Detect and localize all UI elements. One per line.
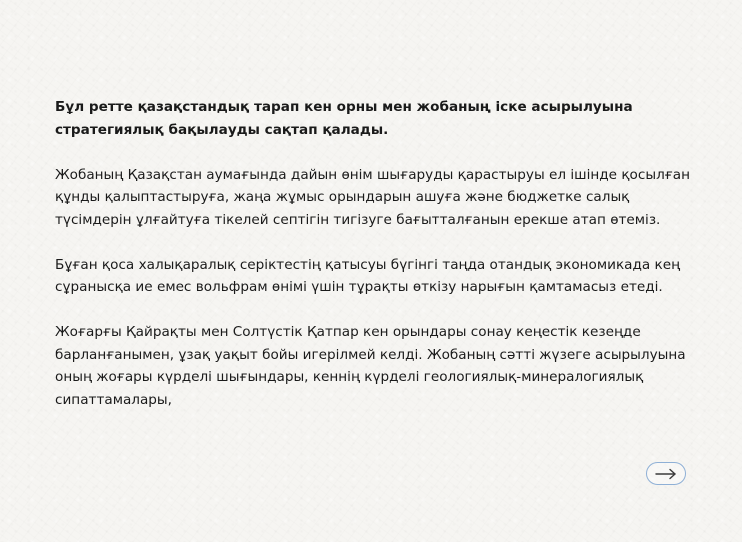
arrow-right-icon	[654, 468, 678, 480]
article-text	[55, 96, 695, 434]
paragraph-3: Жоғарғы Қайрақты мен Солтүстік Қатпар кен орындары сонау кеңестік кезеңде барланғанымен, ұзақ уақыт бойы игерілмей келді. Жобаның сәтті жүзеге асырылуына оның жоғары күрделі шығындары, кеннің күрделі геологиялық-минералогиялық сипаттамалары,	[55, 324, 686, 408]
paragraph-1: Жобаның Қазақстан аумағында дайын өнім шығаруды қарастыруы ел ішінде қосылған құнды қалыптастыруға, жаңа жұмыс орындарын ашуға және бюджетке салық түсімдерін ұлғайтуға тікелей септігін тигізуге бағытталғанын ерекше атап өтеміз.	[55, 166, 691, 228]
lead-paragraph: Бұл ретте қазақстандық тарап кен орны мен жобаның іске асырылуына стратегиялық бақылауды сақтап қалады.	[55, 99, 633, 138]
next-button[interactable]	[646, 462, 686, 485]
paragraph-2: Бұған қоса халықаралық серіктестің қатысуы бүгінгі таңда отандық экономикада кең сұранысқа ие емес вольфрам өнімі үшін тұрақты өткізу нарығын қамтамасыз етеді.	[55, 256, 681, 295]
